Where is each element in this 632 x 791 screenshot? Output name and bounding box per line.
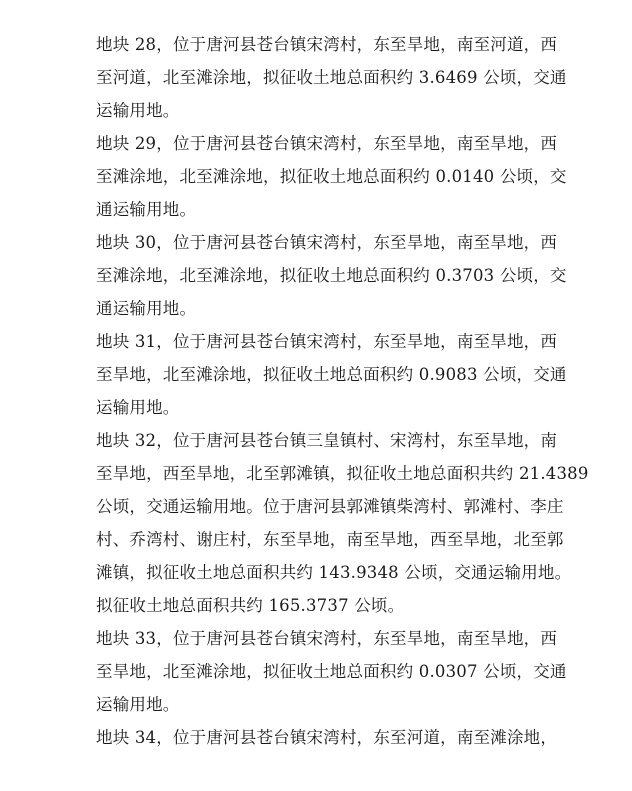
paragraph-parcel-32 xyxy=(96,424,589,622)
text-line: 地块 28，位于唐河县苍台镇宋湾村，东至旱地，南至河道，西 xyxy=(96,35,558,54)
text-line: 至滩涂地，北至滩涂地，拟征收土地总面积约 0.3703 公顷，交 xyxy=(96,266,567,285)
text-line: 运输用地。 xyxy=(96,398,180,417)
text-line: 地块 31，位于唐河县苍台镇宋湾村，东至旱地，南至旱地，西 xyxy=(96,332,558,351)
text-line: 至旱地，北至滩涂地，拟征收土地总面积约 0.9083 公顷，交通 xyxy=(96,365,567,384)
text-line: 至旱地，西至旱地，北至郭滩镇，拟征收土地总面积共约 21.4389 xyxy=(96,464,589,483)
text-line: 地块 30，位于唐河县苍台镇宋湾村，东至旱地，南至旱地，西 xyxy=(96,233,558,252)
paragraph-parcel-28 xyxy=(96,28,567,127)
text-line: 地块 33，位于唐河县苍台镇宋湾村，东至旱地，南至旱地，西 xyxy=(96,629,558,648)
text-line: 拟征收土地总面积共约 165.3737 公顷。 xyxy=(96,596,405,615)
text-line: 地块 34，位于唐河县苍台镇宋湾村，东至河道，南至滩涂地， xyxy=(96,728,558,747)
text-line: 通运输用地。 xyxy=(96,299,197,318)
paragraph-parcel-30 xyxy=(96,226,567,325)
paragraph-parcel-33 xyxy=(96,622,567,721)
text-line: 滩镇，拟征收土地总面积共约 143.9348 公顷，交通运输用地。 xyxy=(96,563,572,582)
paragraph-parcel-34 xyxy=(96,721,558,754)
text-line: 运输用地。 xyxy=(96,101,180,120)
text-line: 至滩涂地，北至滩涂地，拟征收土地总面积约 0.0140 公顷，交 xyxy=(96,167,567,186)
text-line: 地块 29，位于唐河县苍台镇宋湾村，东至旱地，南至旱地，西 xyxy=(96,134,558,153)
text-line: 村、乔湾村、谢庄村，东至旱地，南至旱地，西至旱地，北至郭 xyxy=(96,530,564,549)
text-line: 通运输用地。 xyxy=(96,200,197,219)
text-line: 至河道，北至滩涂地，拟征收土地总面积约 3.6469 公顷，交通 xyxy=(96,68,567,87)
paragraph-parcel-29 xyxy=(96,127,567,226)
paragraph-parcel-31 xyxy=(96,325,567,424)
text-line: 运输用地。 xyxy=(96,695,180,714)
text-line: 公顷，交通运输用地。位于唐河县郭滩镇柴湾村、郭滩村、李庄 xyxy=(96,497,564,516)
text-line: 地块 32，位于唐河县苍台镇三皇镇村、宋湾村，东至旱地，南 xyxy=(96,431,558,450)
text-line: 至旱地，北至滩涂地，拟征收土地总面积约 0.0307 公顷，交通 xyxy=(96,662,567,681)
